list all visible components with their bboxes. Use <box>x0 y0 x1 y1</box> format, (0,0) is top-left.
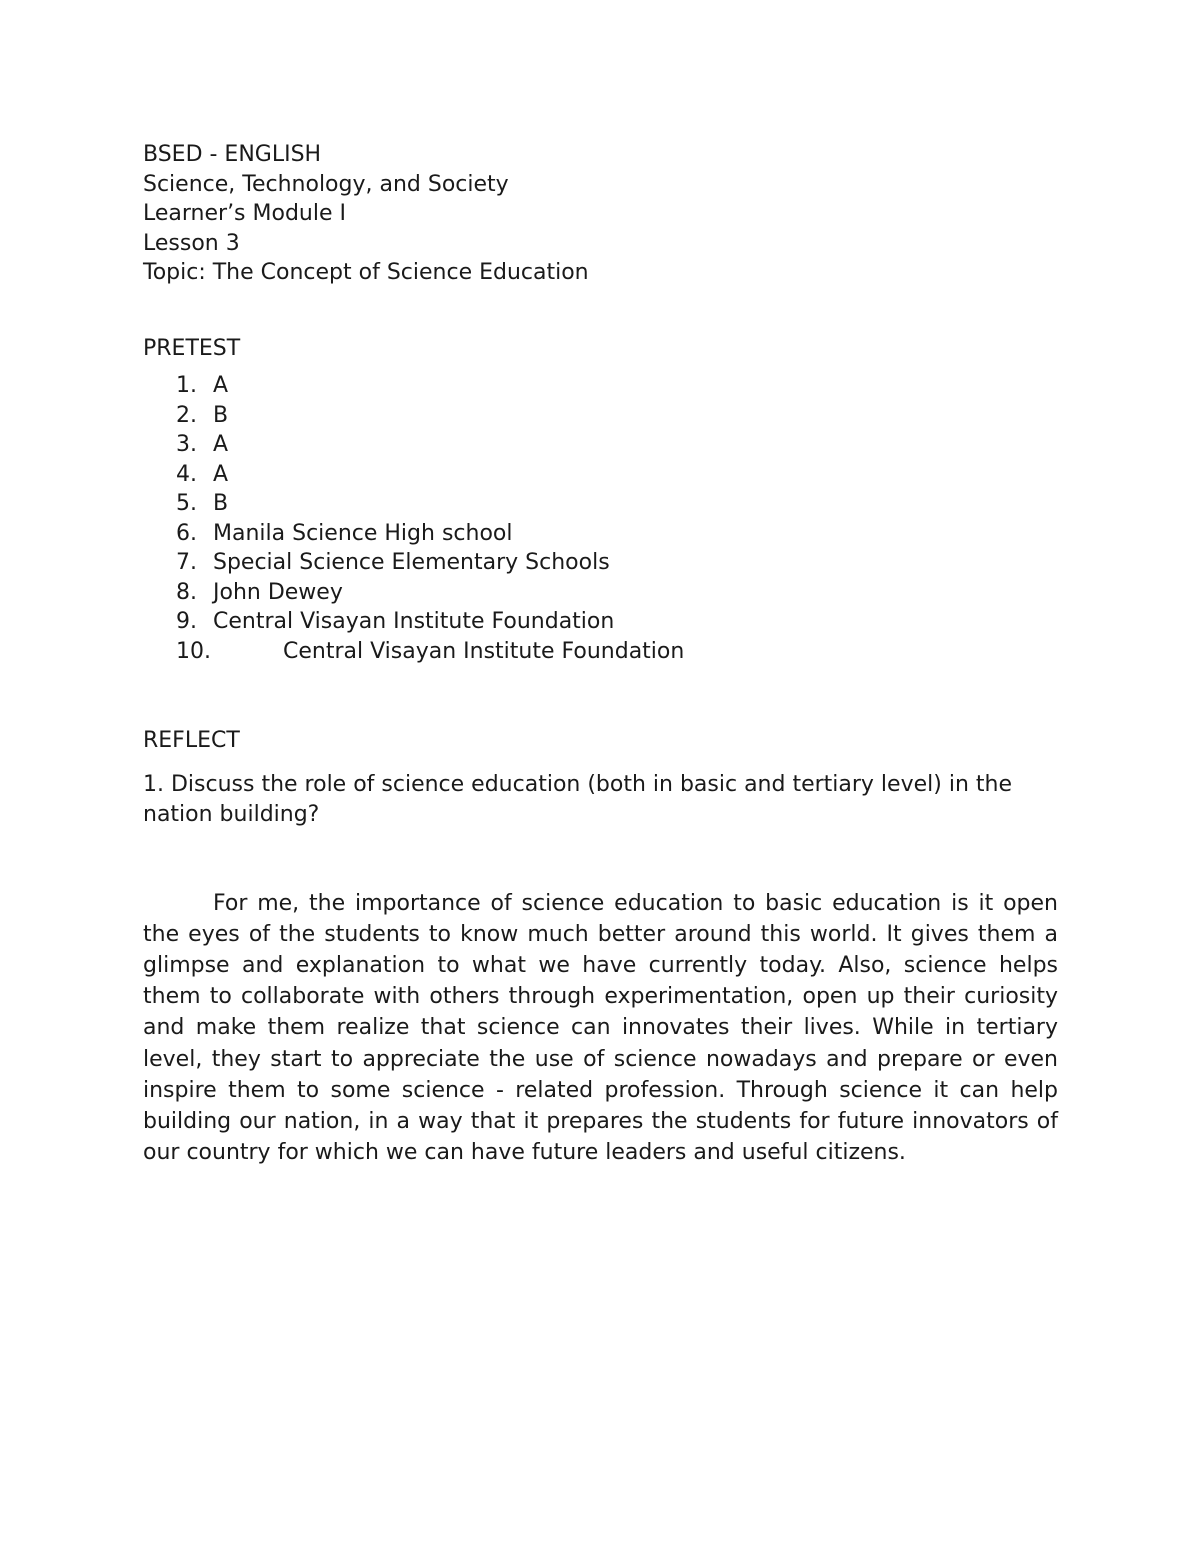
list-item <box>143 401 1058 431</box>
lesson-line: Lesson 3 <box>143 230 240 256</box>
list-item <box>143 430 1058 460</box>
subject-line: Science, Technology, and Society <box>143 171 509 197</box>
item-answer: B <box>213 491 229 516</box>
item-answer: Special Science Elementary Schools <box>213 550 610 575</box>
item-answer: A <box>213 461 229 487</box>
module-line: Learner’s Module I <box>143 201 346 226</box>
document-page <box>143 140 1058 1168</box>
item-answer: John Dewey <box>213 579 343 605</box>
item-number: 9. <box>176 609 197 634</box>
item-answer: A <box>213 373 229 398</box>
item-number: 2. <box>176 402 197 428</box>
list-item <box>143 578 1058 608</box>
pretest-heading: PRETEST <box>143 335 241 361</box>
item-number: 5. <box>176 491 197 516</box>
item-answer: Manila Science High school <box>213 520 513 546</box>
pretest-answer-list <box>143 371 1058 666</box>
list-item <box>143 460 1058 490</box>
list-item <box>143 548 1058 578</box>
topic-line: Topic: The Concept of Science Education <box>143 260 589 285</box>
list-item <box>143 637 1058 667</box>
reflect-heading: REFLECT <box>143 728 240 753</box>
item-number: 8. <box>176 579 197 605</box>
item-answer: Central Visayan Institute Foundation <box>213 609 615 634</box>
course-line: BSED - ENGLISH <box>143 142 322 167</box>
list-item <box>143 519 1058 549</box>
list-item <box>143 607 1058 637</box>
item-number: 1. <box>176 373 197 398</box>
item-answer: B <box>213 402 229 428</box>
item-number: 6. <box>176 520 197 546</box>
item-number: 3. <box>176 432 197 457</box>
item-number: 7. <box>176 550 197 575</box>
list-item <box>143 371 1058 401</box>
list-item <box>143 489 1058 519</box>
item-answer: Central Visayan Institute Foundation <box>283 638 685 664</box>
reflect-answer-paragraph: For me, the importance of science education to basic education is it open the eyes of the students to know much better around this world. It gives them a glimpse and explanation to what we have currently today. Also, science helps them to collaborate with others through experimentation, open up their curiosity and make them realize that science can innovates their lives. While in tertiary level, they start to appreciate the use of science nowadays and prepare or even inspire them to some science - related profession. Through science it can help building our nation, in a way that it prepares the students for future innovators of our country for which we can have future leaders and useful citizens. <box>143 890 1058 1166</box>
reflect-question: 1. Discuss the role of science education (both in basic and tertiary level) in the nation building? <box>143 771 1012 827</box>
item-number: 4. <box>176 461 197 487</box>
item-number: 10. <box>176 638 211 664</box>
item-answer: A <box>213 432 229 457</box>
